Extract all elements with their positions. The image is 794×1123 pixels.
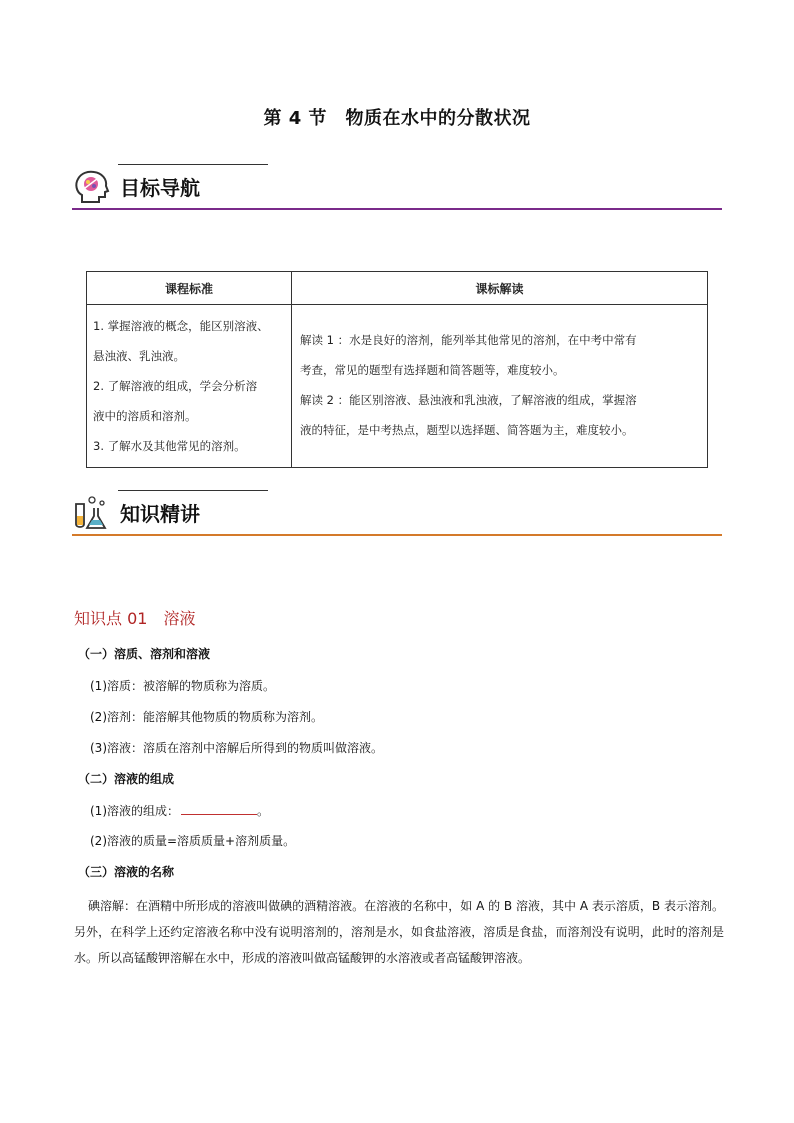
fill-in-blank [181, 802, 257, 815]
composition-label: (1)溶液的组成： [90, 804, 179, 818]
naming-paragraph: 碘溶解：在酒精中所形成的溶液叫做碘的酒精溶液。在溶液的名称中，如 A 的 B 溶液，其中 A 表示溶质，B 表示溶剂。另外，在科学上还约定溶液名称中没有说明溶剂的，溶剂是水，如食盐溶液，溶质是食盐，而溶剂没有说明，此时的溶剂是水。所以高锰酸钾溶解在水中，形成的溶液叫做高锰酸钾的水溶液或者高锰酸钾溶液。 [74, 899, 724, 965]
item-solute: (1)溶质：被溶解的物质称为溶质。 [90, 679, 275, 693]
standard-line: 悬浊液、乳浊液。 [93, 349, 185, 363]
section-divider [72, 534, 722, 536]
item-solvent: (2)溶剂：能溶解其他物质的物质称为溶剂。 [90, 710, 323, 724]
page-title: 第 4 节 物质在水中的分散状况 [263, 108, 531, 129]
item-composition [90, 802, 269, 819]
curriculum-table [86, 271, 708, 468]
subheading-naming: （三）溶液的名称 [78, 865, 175, 879]
section-header-knowledge [72, 490, 722, 538]
interpretation-line: 解读 2 ：能区别溶液、悬浊液和乳浊液，了解溶液的组成，掌握溶 [300, 393, 637, 407]
standard-line: 2. 了解溶液的组成，学会分析溶 [93, 379, 258, 393]
knowledge-point-title: 知识点 01 溶液 [74, 609, 196, 628]
section-top-line [118, 164, 268, 165]
item-mass: (2)溶液的质量=溶质质量+溶剂质量。 [90, 834, 296, 848]
lab-flask-icon [72, 494, 110, 532]
section-header-objectives [72, 164, 722, 212]
composition-suffix: 。 [257, 804, 270, 818]
section-top-line [118, 490, 268, 491]
standard-line: 液中的溶质和溶剂。 [93, 409, 197, 423]
table-header-interpretation: 课标解读 [292, 272, 708, 305]
section-label: 知识精讲 [120, 502, 200, 526]
head-brain-icon [72, 168, 110, 206]
section-label: 目标导航 [120, 176, 200, 200]
table-header-standards: 课程标准 [87, 272, 292, 305]
section-divider [72, 208, 722, 210]
subheading-solute-solvent: （一）溶质、溶剂和溶液 [78, 647, 211, 661]
standards-cell [87, 305, 292, 468]
interpretation-line: 考查，常见的题型有选择题和简答题等，难度较小。 [300, 363, 565, 377]
subheading-composition: （二）溶液的组成 [78, 772, 175, 786]
interpretation-cell [292, 305, 708, 468]
standard-line: 1. 掌握溶液的概念，能区别溶液、 [93, 319, 269, 333]
interpretation-line: 解读 1 ：水是良好的溶剂，能列举其他常见的溶剂，在中考中常有 [300, 333, 637, 347]
interpretation-line: 液的特征，是中考热点，题型以选择题、简答题为主，难度较小。 [300, 423, 634, 437]
standard-line: 3. 了解水及其他常见的溶剂。 [93, 439, 246, 453]
item-solution: (3)溶液：溶质在溶剂中溶解后所得到的物质叫做溶液。 [90, 741, 384, 755]
